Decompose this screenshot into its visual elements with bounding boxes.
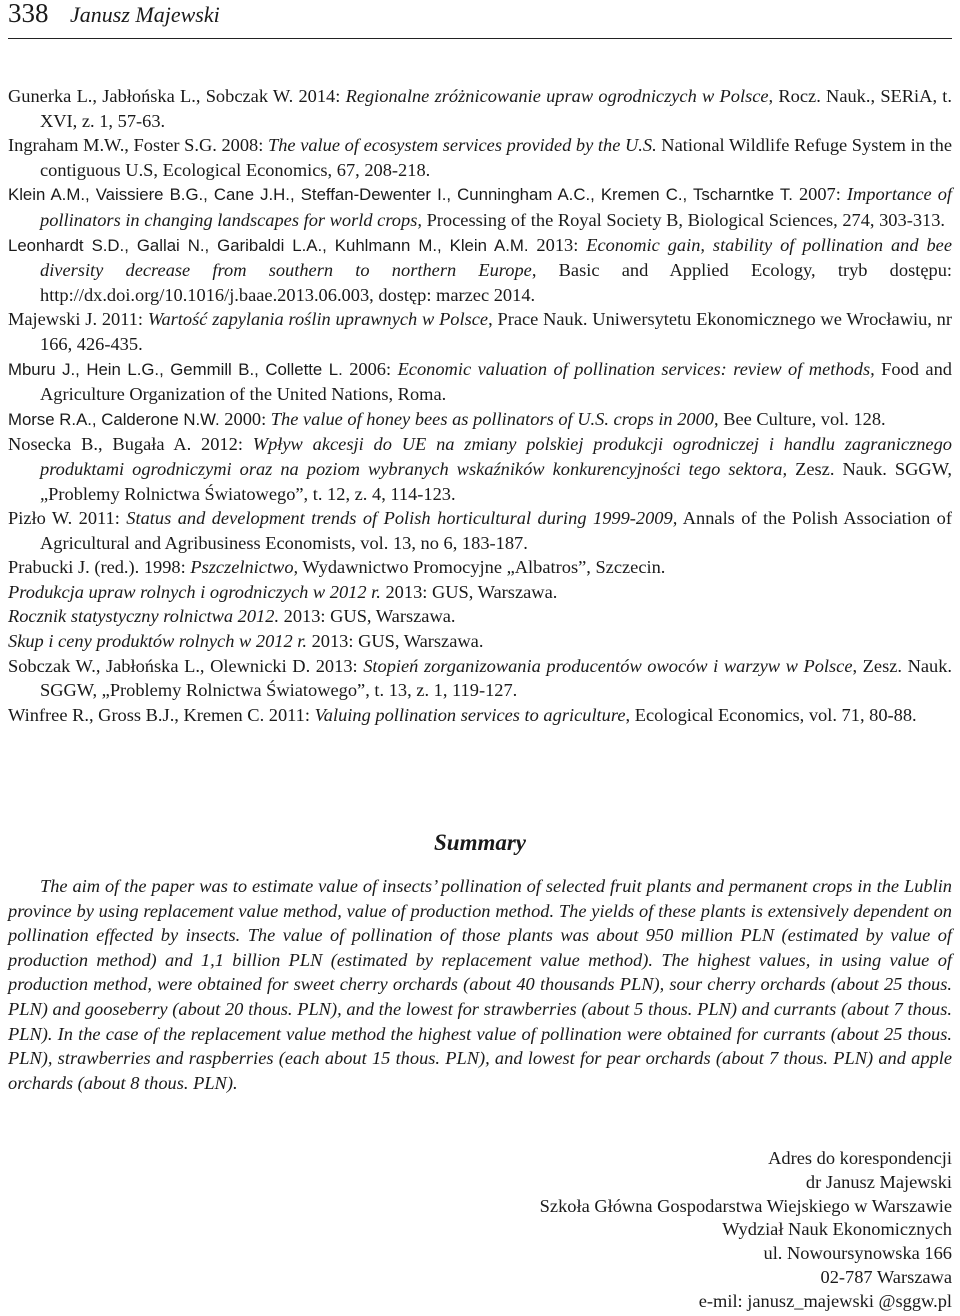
reference-text: Pizło W. 2011: — [8, 508, 127, 529]
reference-title: The value of ecosystem services provided by the U.S. — [267, 135, 657, 156]
reference-title: Economic valuation of pollination services: review of methods, — [397, 358, 875, 379]
reference-text: Morse R.A., Calderone N.W. — [8, 409, 220, 429]
reference-text: , Prace Nauk. Uniwersytetu Ekonomicznego we Wrocławiu, nr 166, 426-435. — [40, 309, 952, 354]
running-author: Janusz Majewski — [70, 2, 220, 27]
reference-title: Importance of pollinators in changing landscapes for world crops, — [40, 184, 952, 230]
page-number: 338 — [8, 0, 49, 28]
reference-text: Klein A.M., Vaissiere B.G., Cane J.H., Steffan-Dewenter I., Cunningham A.C., Kremen C., Tscharntke T. — [8, 185, 793, 205]
reference-entry — [8, 703, 952, 728]
reference-entry — [8, 580, 952, 605]
address-line: Szkoła Główna Gospodarstwa Wiejskiego w Warszawie — [539, 1195, 952, 1216]
address-line: Wydział Nauk Ekonomicznych — [722, 1219, 952, 1240]
reference-text: Zesz. Nauk. SGGW, „Problemy Rolnictwa Światowego”, t. 12, z. 4, 114-123. — [40, 458, 952, 504]
reference-text: 2000: — [219, 408, 271, 429]
reference-list — [8, 84, 952, 727]
reference-entry — [8, 357, 952, 407]
reference-text: 2013: GUS, Warszawa. — [306, 631, 484, 652]
summary-title: Summary — [433, 830, 527, 855]
reference-entry — [8, 307, 952, 356]
reference-text: Rocz. Nauk., SERiA, t. XVI, z. 1, 57-63. — [40, 86, 952, 131]
reference-text: Processing of the Royal Society B, Biological Sciences, 274, 303-313. — [421, 209, 946, 230]
reference-text: , Ecological Economics, vol. 71, 80-88. — [625, 704, 917, 725]
reference-text: , Bee Culture, vol. 128. — [714, 408, 886, 429]
reference-entry — [8, 506, 952, 555]
reference-title: Status and development trends of Polish horticultural during 1999-2009, — [126, 508, 678, 529]
reference-text: Wydawnictwo Promocyjne „Albatros”, Szczecin. — [298, 557, 666, 578]
address-line: dr Janusz Majewski — [805, 1171, 952, 1192]
reference-title: Rocznik statystyczny rolnictwa 2012. — [8, 606, 280, 627]
reference-text: Leonhardt S.D., Gallai N., Garibaldi L.A., Kuhlmann M., Klein A.M. — [8, 235, 529, 255]
reference-title: Skup i ceny produktów rolnych w 2012 r. — [8, 631, 307, 652]
reference-entry — [8, 407, 952, 433]
reference-title: The value of honey bees as pollinators of U.S. crops in 2000 — [270, 408, 715, 429]
reference-entry — [8, 233, 952, 308]
reference-text: Gunerka L., Jabłońska L., Sobczak W. 2014: — [8, 86, 346, 106]
reference-entry — [8, 133, 952, 182]
reference-title: Produkcja upraw rolnych i ogrodniczych w 2012 r. — [8, 581, 381, 602]
reference-text: Prabucki J. (red.). 1998: — [8, 557, 191, 578]
reference-title: Valuing pollination services to agriculture — [314, 704, 626, 725]
correspondence-address — [540, 1147, 952, 1314]
reference-text: Mburu J., Hein L.G., Gemmill B., Collette L. — [8, 359, 343, 379]
reference-entry — [8, 604, 952, 629]
reference-entry — [8, 654, 952, 703]
reference-text: Ingraham M.W., Foster S.G. 2008: — [8, 135, 268, 156]
reference-text: 2013: — [528, 234, 587, 255]
reference-text: , Zesz. Nauk. SGGW, „Problemy Rolnictwa Światowego”, t. 13, z. 1, 119-127. — [40, 655, 952, 701]
reference-text: Sobczak W., Jabłońska L., Olewnicki D. 2013: — [8, 655, 364, 676]
reference-entry — [8, 555, 952, 580]
reference-entry — [8, 432, 952, 506]
reference-title: Stopień zorganizowania producentów owoców i warzyw w Polsce — [363, 655, 853, 676]
reference-text: 2013: GUS, Warszawa. — [380, 581, 558, 602]
reference-title: Economic gain, stability of pollination and bee diversity decrease from southern to northern Europe — [40, 234, 952, 281]
reference-text: Annals of the Polish Association of Agricultural and Agribusiness Economists, vol. 13, no 6, 183-187. — [40, 508, 952, 553]
reference-title: Regionalne zróżnicowanie upraw ogrodniczych w Polsce, — [345, 86, 774, 106]
reference-entry — [8, 182, 952, 232]
reference-text: Nosecka B., Bugała A. 2012: — [8, 434, 253, 455]
address-line: Adres do korespondencji — [768, 1148, 952, 1168]
address-line: 02-787 Warszawa — [820, 1266, 952, 1287]
summary-text: The aim of the paper was to estimate value of insects’ pollination of selected fruit plants and permanent crops in the Lublin province by using replacement value method, value of production method. The yields of these plants is extensively dependent on pollination effected by insects. The value of pollination of those plants was about 950 million PLN (estimated by value of production method) and 1,1 billion PLN (estimated by replacement value method). The highest values, in using value of production method, were obtained for sweet cherry orchards (about 40 thousands PLN), sour cherry orchards (about 25 thous. PLN) and gooseberry (about 20 thous. PLN), and the lowest for strawberries (about 5 thous. PLN) and currants (about 7 thous. PLN). In the case of the replacement value method the highest value of pollination were obtained for currants (about 25 thous. PLN), strawberries and raspberries (each about 15 thous. PLN), and lowest for pear orchards (about 7 thous. PLN) and apple orchards (about 8 thous. PLN). — [8, 876, 952, 1093]
reference-text: Food and Agriculture Organization of the United Nations, Roma. — [40, 358, 952, 405]
reference-text: Winfree R., Gross B.J., Kremen C. 2011: — [8, 704, 315, 725]
running-header — [8, 0, 952, 39]
address-line: ul. Nowoursynowska 166 — [763, 1243, 952, 1264]
reference-text: 2006: — [342, 358, 398, 379]
reference-text: 2007: — [792, 184, 847, 205]
reference-title: Pszczelnictwo, — [190, 557, 299, 578]
reference-text: , Basic and Applied Ecology, tryb dostępu: http://dx.doi.org/10.1016/j.baae.2013.06.003, dostęp: marzec 2014. — [40, 260, 953, 305]
reference-title: Wpływ akcesji do UE na zmiany polskiej produkcji ogrodniczej i handlu zagranicznego produktami ogrodniczymi oraz na poziom wybranych wskaźników konkurencyjności tego sektora, — [40, 434, 952, 479]
reference-text: 2013: GUS, Warszawa. — [279, 606, 456, 627]
reference-title: Wartość zapylania roślin uprawnych w Polsce — [147, 309, 489, 330]
reference-entry — [8, 629, 952, 654]
reference-text: National Wildlife Refuge System in the contiguous U.S, Ecological Economics, 67, 208-218. — [40, 135, 952, 180]
reference-entry — [8, 84, 952, 133]
address-line: e-mil: janusz_majewski @sggw.pl — [698, 1290, 952, 1311]
reference-text: Majewski J. 2011: — [8, 309, 148, 330]
